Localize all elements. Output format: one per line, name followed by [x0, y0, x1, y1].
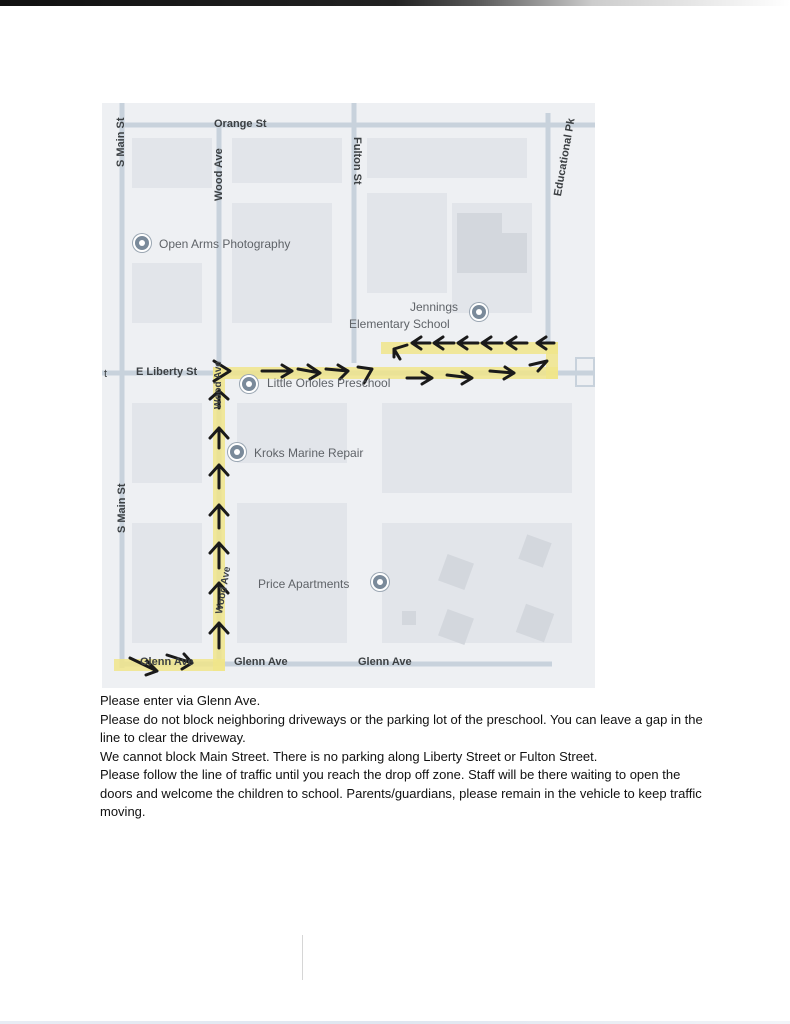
poi-label-open-arms: Open Arms Photography: [159, 237, 291, 251]
instruction-line: Please follow the line of traffic until you reach the drop off zone. Staff will be there waiting to open the doors and welcome the children to school. Parents/guardians, please remain in the vehicle to keep traffic moving.: [100, 767, 702, 819]
map-canvas: [102, 103, 595, 688]
street-label-wood-ave-mid: Wood Ave: [213, 361, 224, 409]
street-label-s-main-st-bottom: S Main St: [116, 483, 128, 533]
instructions: [100, 692, 710, 822]
street-label-wood-ave-bottom: Wood Ave: [214, 565, 234, 615]
preschool-pin-icon[interactable]: [240, 375, 258, 393]
street-label-glenn-ave-1: Glenn Ave: [140, 656, 194, 668]
street-label-glenn-ave-3: Glenn Ave: [358, 656, 412, 668]
street-label-orange-st: Orange St: [214, 118, 267, 130]
poi-label-jennings-line1: Jennings: [409, 300, 459, 314]
scan-edge-top: [0, 0, 790, 6]
instruction-line: We cannot block Main Street. There is no parking along Liberty Street or Fulton Street.: [100, 748, 598, 764]
street-label-edge-t: t: [104, 368, 108, 380]
scan-fold-mark: [302, 935, 303, 980]
street-label-educational-pk: Educational Pk: [552, 117, 578, 198]
street-label-s-main-st-top: S Main St: [115, 117, 127, 167]
street-label-fulton-st: Fulton St: [351, 137, 363, 185]
poi-label-jennings-line2: Elementary School: [349, 317, 450, 331]
instruction-line: Please enter via Glenn Ave.: [100, 693, 261, 708]
poi-label-price: Price Apartments: [258, 577, 350, 591]
map: [102, 103, 595, 688]
poi-label-little-orioles: Little Orioles Preschool: [267, 376, 391, 390]
street-label-e-liberty-st: E Liberty St: [136, 366, 198, 378]
street-label-glenn-ave-2: Glenn Ave: [234, 656, 288, 668]
price-pin-icon[interactable]: [371, 573, 389, 591]
open-arms-pin-icon[interactable]: [133, 234, 151, 252]
poi-label-kroks: Kroks Marine Repair: [254, 446, 364, 460]
street-label-wood-ave-top: Wood Ave: [213, 148, 225, 201]
school-pin-icon[interactable]: [470, 303, 488, 321]
kroks-pin-icon[interactable]: [228, 443, 246, 461]
instruction-line: Please do not block neighboring driveways or the parking lot of the preschool. You can leave a gap in the line to clear the driveway.: [100, 711, 703, 745]
